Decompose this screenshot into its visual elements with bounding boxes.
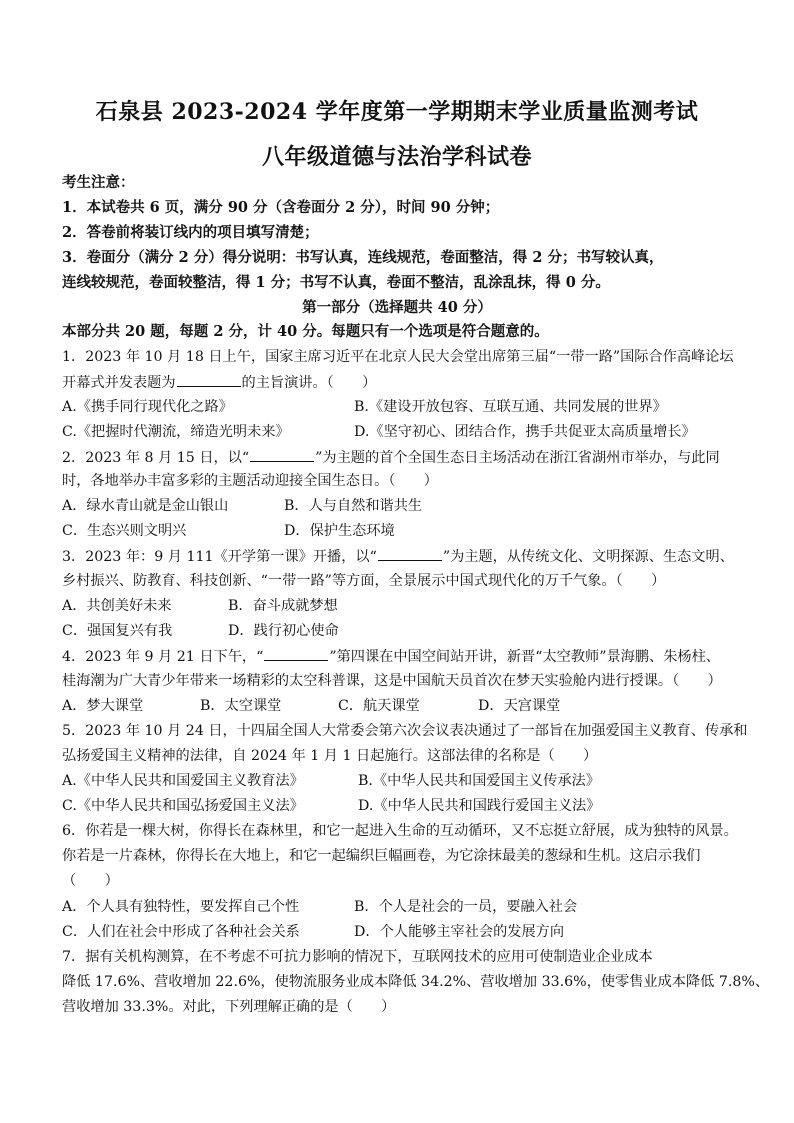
option-c: C．人们在社会中形成了各种社会关系 bbox=[62, 924, 300, 940]
option-c: C.《把握时代潮流，缔造光明未来》 bbox=[62, 424, 290, 440]
question-2-line: 时，各地举办丰富多彩的主题活动迎接全国生态日。（ ） bbox=[62, 473, 438, 489]
notice-item: 1．本试卷共 6 页，满分 90 分（含卷面分 2 分），时间 90 分钟； bbox=[62, 199, 500, 216]
question-3-text: ”为主题，从传统文化、文明探源、生态文明、 bbox=[442, 549, 734, 565]
option-b: B.《中华人民共和国爱国主义传承法》 bbox=[358, 773, 600, 789]
question-6-line: 6．你若是一棵大树，你得长在森林里，和它一起进入生命的互动循环，又不忘挺立舒展，成为独特的风景。 bbox=[62, 823, 738, 839]
option-b: B．个人是社会的一员，要融入社会 bbox=[354, 899, 578, 915]
part1-instruction: 本部分共 20 题，每题 2 分，计 40 分。每题只有一个选项是符合题意的。 bbox=[62, 323, 549, 340]
exam-title: 石泉县 2023-2024 学年度第一学期期末学业质量监测考试 bbox=[95, 99, 699, 125]
question-5-line: 5．2023 年 10 月 24 日，十四届全国人大常委会第六次会议表决通过了一部旨在加强爱国主义教育、传承和 bbox=[62, 723, 748, 739]
option-c: C．强国复兴有我 bbox=[62, 623, 173, 639]
question-7-line: 7．据有关机构测算，在不考虑不可抗力影响的情况下，互联网技术的应用可使制造业企业成本 bbox=[62, 949, 653, 965]
notice-heading: 考生注意： bbox=[62, 174, 135, 191]
option-a: A．梦大课堂 bbox=[62, 698, 144, 714]
question-1-text: 的主旨演讲。（ ） bbox=[241, 375, 377, 391]
question-1-text: 开幕式并发表题为 bbox=[62, 375, 176, 391]
part1-heading: 第一部分（选择题共 40 分） bbox=[302, 299, 492, 316]
option-c: C．航天课堂 bbox=[338, 698, 420, 714]
question-6-line: 你若是一片森林，你得长在大地上，和它一起编织巨幅画卷，为它涂抹最美的葱绿和生机。这启示我们 bbox=[62, 848, 701, 864]
question-1-line bbox=[62, 372, 376, 393]
option-a: A.《中华人民共和国爱国主义教育法》 bbox=[62, 773, 304, 789]
question-2-text: 2．2023 年 8 月 15 日，以“ bbox=[62, 450, 250, 466]
option-d: D．保护生态环境 bbox=[284, 523, 395, 539]
question-6-line: （ ） bbox=[62, 873, 119, 889]
option-d: D．个人能够主宰社会的发展方向 bbox=[354, 924, 565, 940]
answer-blank bbox=[378, 546, 442, 561]
option-a: A．绿水青山就是金山银山 bbox=[62, 498, 229, 514]
option-d: D.《中华人民共和国践行爱国主义法》 bbox=[358, 798, 601, 814]
option-b: B．太空课堂 bbox=[200, 698, 282, 714]
question-4-text: 4．2023 年 9 月 21 日下午，“ bbox=[62, 649, 264, 665]
question-3-line bbox=[62, 546, 734, 567]
question-5-line: 弘扬爱国主义精神的法律，自 2024 年 1 月 1 日起施行。这部法律的名称是（ ） bbox=[62, 748, 598, 764]
option-b: B.《建设开放包容、互联互通、共同发展的世界》 bbox=[354, 399, 667, 415]
exam-subtitle: 八年级道德与法治学科试卷 bbox=[261, 144, 532, 170]
question-7-line: 营收增加 33.3%。对此，下列理解正确的是（ ） bbox=[62, 999, 396, 1015]
answer-blank bbox=[264, 646, 328, 661]
option-c: C．生态兴则文明兴 bbox=[62, 523, 187, 539]
notice-item: 2．答卷前将装订线内的项目填写清楚； bbox=[62, 224, 319, 241]
question-4-line bbox=[62, 646, 720, 667]
option-c: C.《中华人民共和国弘扬爱国主义法》 bbox=[62, 798, 304, 814]
answer-blank bbox=[250, 447, 314, 462]
option-d: D．天宫课堂 bbox=[478, 698, 561, 714]
option-a: A．个人具有独特性，要发挥自己个性 bbox=[62, 899, 300, 915]
notice-item: 连线较规范，卷面较整洁，得 1 分；书写不认真，卷面不整洁，乱涂乱抹，得 0 分。 bbox=[62, 274, 610, 291]
option-a: A.《携手同行现代化之路》 bbox=[62, 399, 233, 415]
question-1-line: 1．2023 年 10 月 18 日上午，国家主席习近平在北京人民大会堂出席第三届“一带一路”国际合作高峰论坛 bbox=[62, 349, 734, 365]
option-d: D．践行初心使命 bbox=[228, 623, 339, 639]
question-2-text: ”为主题的首个全国生态日主场活动在浙江省湖州市举办，与此同 bbox=[315, 450, 720, 466]
question-7-line: 降低 17.6%、营收增加 22.6%，使物流服务业成本降低 34.2%、营收增加 33.6%，使零售业成本降低 7.8%、 bbox=[62, 974, 770, 990]
question-4-line: 桂海潮为广大青少年带来一场精彩的太空科普课，这是中国航天员首次在梦天实验舱内进行授课。（ ） bbox=[62, 673, 722, 689]
option-a: A．共创美好未来 bbox=[62, 598, 172, 614]
question-4-text: ”第四课在中国空间站开讲，新晋“太空教师”景海鹏、朱杨柱、 bbox=[329, 649, 720, 665]
option-b: B．人与自然和谐共生 bbox=[284, 498, 423, 514]
option-d: D.《坚守初心、团结合作，携手共促亚太高质量增长》 bbox=[354, 424, 696, 440]
notice-item: 3．卷面分（满分 2 分）得分说明：书写认真，连线规范，卷面整洁，得 2 分；书写较认真， bbox=[62, 249, 664, 266]
question-3-text: 3．2023 年：9 月 111《开学第一课》开播，以“ bbox=[62, 549, 377, 565]
option-b: B．奋斗成就梦想 bbox=[228, 598, 338, 614]
question-3-line: 乡村振兴、防教育、科技创新、“一带一路”等方面，全景展示中国式现代化的万千气象。（ ） bbox=[62, 573, 666, 589]
question-2-line bbox=[62, 447, 720, 468]
answer-blank bbox=[177, 372, 241, 387]
